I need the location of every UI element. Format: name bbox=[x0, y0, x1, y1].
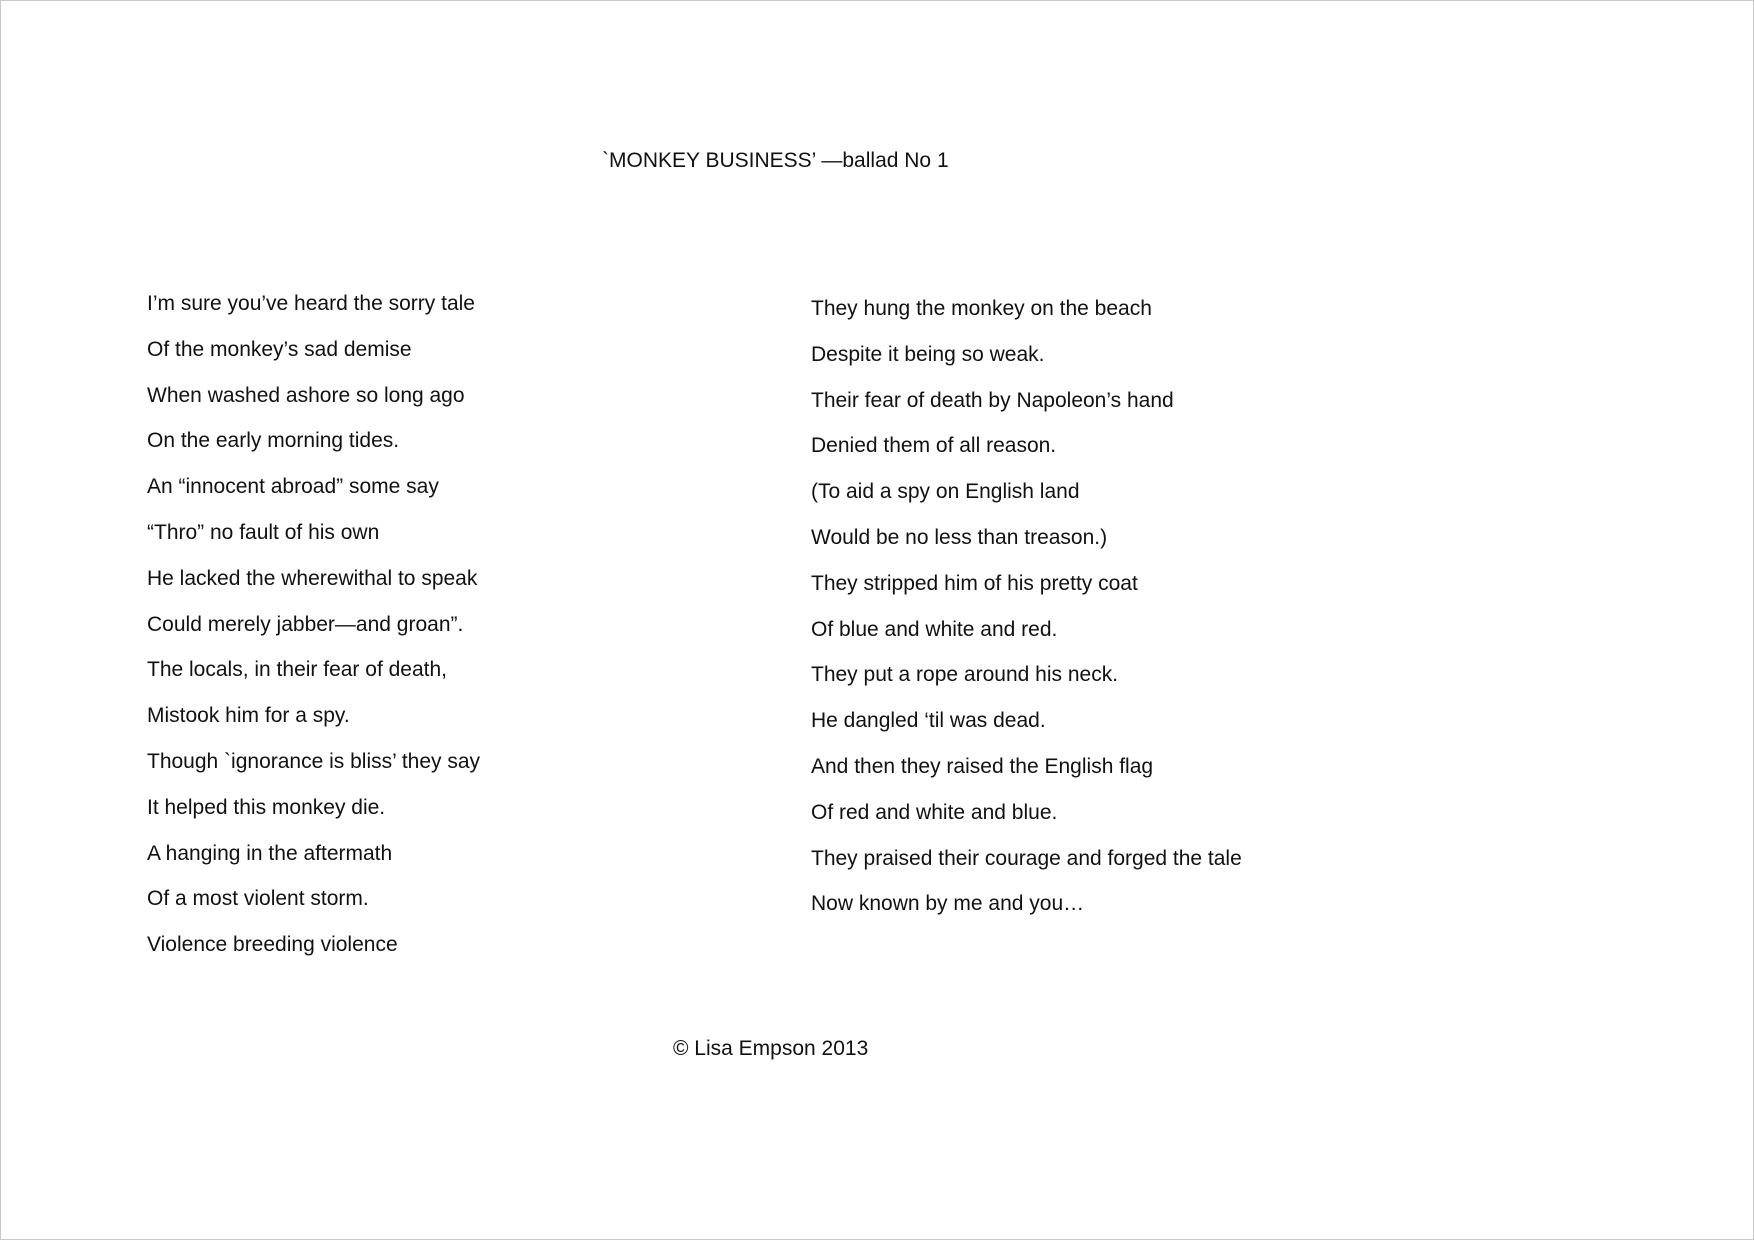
poem-line: They stripped him of his pretty coat bbox=[811, 571, 1138, 595]
poem-line: And then they raised the English flag bbox=[811, 754, 1154, 778]
poem-line: Now known by me and you… bbox=[811, 892, 1085, 916]
poem-line: He dangled ‘til was dead. bbox=[811, 709, 1046, 733]
poem-line: “Thro” no fault of his own bbox=[147, 520, 380, 544]
poem-line: Violence breeding violence bbox=[147, 933, 398, 957]
poem-line: Could merely jabber—and groan”. bbox=[147, 612, 464, 636]
poem-line: They hung the monkey on the beach bbox=[811, 297, 1152, 320]
poem-line: Of the monkey’s sad demise bbox=[147, 337, 412, 361]
poem-line: He lacked the wherewithal to speak bbox=[147, 566, 478, 590]
poem-left-column bbox=[147, 290, 480, 977]
poem-line: Denied them of all reason. bbox=[811, 434, 1057, 458]
poem-line: When washed ashore so long ago bbox=[147, 383, 465, 407]
poem-line: Their fear of death by Napoleon’s hand bbox=[811, 388, 1174, 412]
poem-line: Mistook him for a spy. bbox=[147, 704, 350, 728]
poem-line: Would be no less than treason.) bbox=[811, 525, 1108, 549]
poem-line: I’m sure you’ve heard the sorry tale bbox=[147, 292, 475, 315]
poem-line: It helped this monkey die. bbox=[147, 795, 386, 819]
poem-right-column bbox=[811, 295, 1242, 936]
poem-line: A hanging in the aftermath bbox=[147, 841, 393, 865]
page-title: `MONKEY BUSINESS’ —ballad No 1 bbox=[602, 149, 949, 172]
poem-line: Despite it being so weak. bbox=[811, 342, 1045, 366]
poem-line: On the early morning tides. bbox=[147, 429, 400, 453]
poem-line: Though `ignorance is bliss’ they say bbox=[147, 749, 481, 773]
poem-line: An “innocent abroad” some say bbox=[147, 475, 439, 499]
poem-line: They put a rope around his neck. bbox=[811, 663, 1119, 687]
poem-line: (To aid a spy on English land bbox=[811, 480, 1080, 504]
poem-line: The locals, in their fear of death, bbox=[147, 658, 447, 682]
poem-line: They praised their courage and forged the tale bbox=[811, 846, 1242, 870]
poem-line: Of blue and white and red. bbox=[811, 617, 1058, 641]
poem-line: Of a most violent storm. bbox=[147, 887, 369, 911]
poem-line: Of red and white and blue. bbox=[811, 800, 1058, 824]
copyright-notice: © Lisa Empson 2013 bbox=[673, 1037, 869, 1060]
